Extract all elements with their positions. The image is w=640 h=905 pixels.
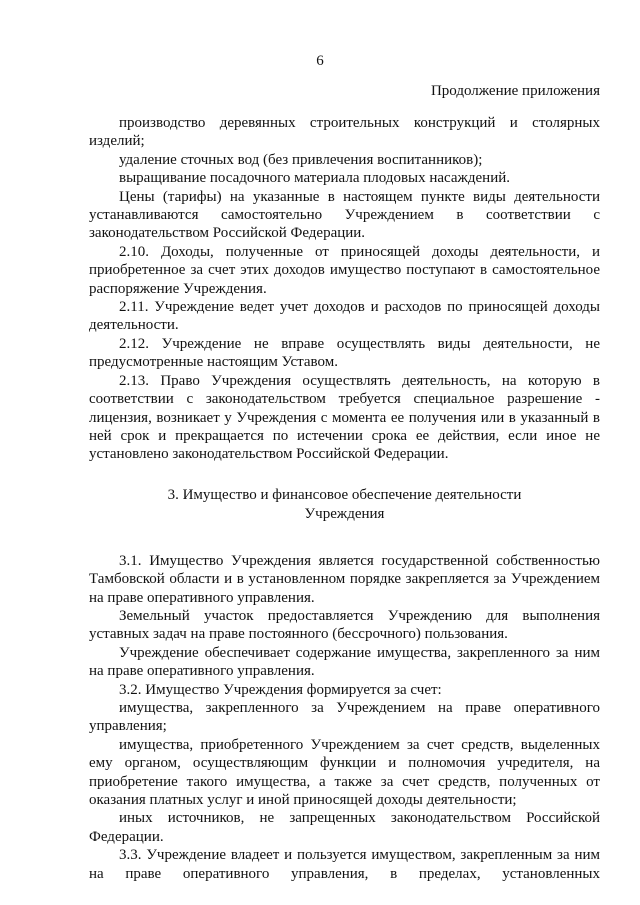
paragraph: Цены (тарифы) на указанные в настоящем пункте виды деятельности устанавливаются самостоятельно Учреждением в соответствии с законодательством Российской Федерации. [89, 188, 600, 242]
paragraph: производство деревянных строительных конструкций и столярных изделий; [89, 115, 600, 150]
paragraph: Земельный участок предоставляется Учреждению для выполнения уставных задач на праве постоянного (бессрочного) пользования. [89, 607, 600, 643]
paragraph: выращивание посадочного материала плодовых насаждений. [119, 170, 511, 187]
document-body [89, 114, 600, 883]
paragraph: удаление сточных вод (без привлечения воспитанников); [119, 151, 483, 168]
paragraph: иных источников, не запрещенных законодательством Российской Федерации. [89, 810, 600, 845]
paragraph: Учреждение обеспечивает содержание имущества, закрепленного за ним на праве оперативного управления. [89, 644, 600, 680]
paragraph-2-12: 2.12. Учреждение не вправе осуществлять виды деятельности, не предусмотренные настоящим Уставом. [89, 335, 600, 371]
section-heading-line-1: 3. Имущество и финансовое обеспечение деятельности [167, 486, 522, 503]
continuation-note: Продолжение приложения [430, 83, 600, 99]
paragraph-3-3: 3.3. Учреждение владеет и пользуется имуществом, закрепленным за ним на праве оперативного управления, в пределах, установленных [89, 847, 600, 882]
paragraph-2-10: 2.10. Доходы, полученные от приносящей доходы деятельности, и приобретенное за счет этих доходов имущество поступают в самостоятельное распоряжение Учреждения. [89, 243, 600, 297]
paragraph-3-2: 3.2. Имущество Учреждения формируется за счет: [119, 681, 442, 698]
paragraph-2-13: 2.13. Право Учреждения осуществлять деятельность, на которую в соответствии с законодательством требуется специальное разрешение - лицензия, возникает у Учреждения с момента ее получения или в указанный в ней срок и прекращается по истечении срока ее действия, если иное не установлено законодательством Российской Федерации. [89, 372, 600, 463]
section-heading [89, 486, 600, 524]
paragraph: имущества, приобретенного Учреждением за счет средств, выделенных ему органом, осуществляющим функции и полномочия учредителя, на приобретение такого имущества, а также за счет средств, полученных от оказания платных услуг и иной приносящей доходы деятельности; [89, 736, 600, 808]
section-heading-line-2: Учреждения [304, 505, 385, 522]
paragraph-3-1: 3.1. Имущество Учреждения является государственной собственностью Тамбовской области и в установленном порядке закрепляется за Учреждением на праве оперативного управления. [89, 552, 600, 606]
page-number: 6 [316, 53, 324, 69]
paragraph: имущества, закрепленного за Учреждением на праве оперативного управления; [89, 699, 600, 735]
paragraph-2-11: 2.11. Учреждение ведет учет доходов и расходов по приносящей доходы деятельности. [89, 299, 600, 334]
